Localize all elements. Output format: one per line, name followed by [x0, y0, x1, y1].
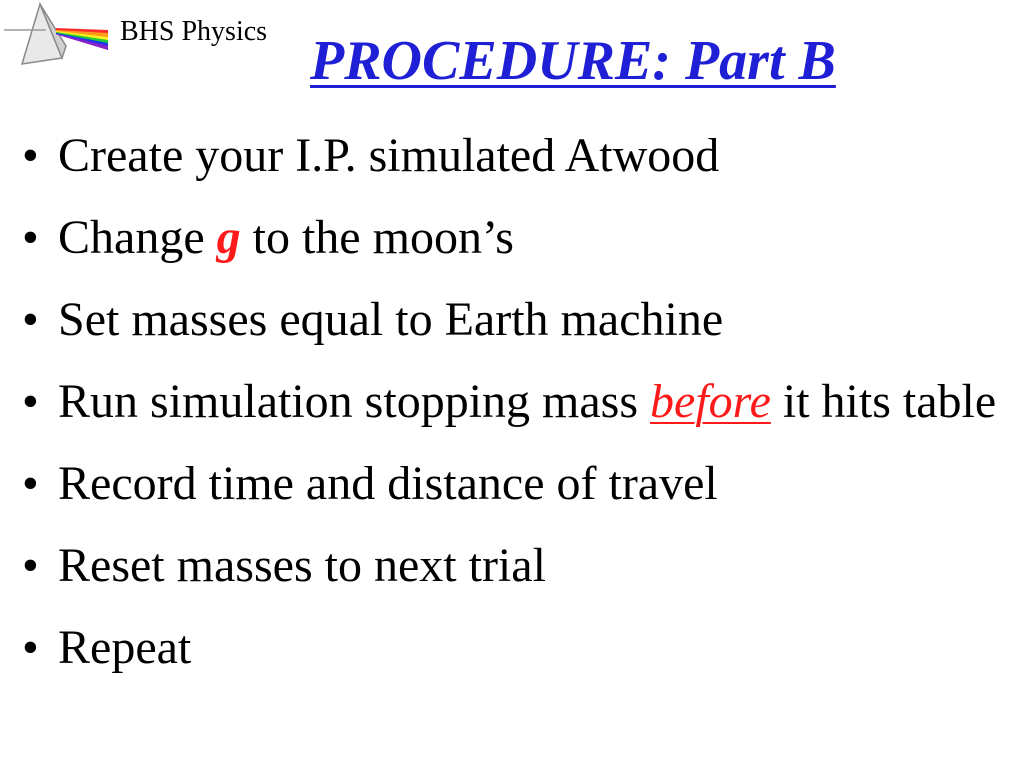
bullet-marker: •: [22, 457, 39, 510]
bullet-text: Repeat: [58, 621, 192, 674]
bullet-item: [0, 370, 1000, 434]
bullet-marker: •: [22, 621, 39, 674]
bullet-text: Reset masses to next trial: [58, 539, 546, 592]
logo-text: BHS Physics: [120, 16, 268, 47]
bullet-text: Change: [58, 211, 217, 264]
bullet-marker: •: [22, 375, 39, 428]
bullet-marker: •: [22, 539, 39, 592]
prism-rainbow-icon: [0, 0, 112, 74]
bullet-text: it hits table: [770, 375, 997, 428]
bullet-text: Create your I.P. simulated Atwood: [58, 129, 720, 182]
bullet-marker: •: [22, 129, 39, 182]
bullet-item: [0, 616, 1000, 680]
emphasis-word: before: [650, 375, 771, 428]
bullet-text: Set masses equal to Earth machine: [58, 293, 724, 346]
bullet-item: [0, 206, 1000, 270]
bullet-item: [0, 124, 1000, 188]
gravity-symbol: g: [216, 211, 241, 264]
bullet-list: [0, 124, 1000, 698]
bullet-marker: •: [22, 293, 39, 346]
bullet-item: [0, 288, 1000, 352]
bullet-text: Run simulation stopping mass: [58, 375, 651, 428]
bullet-item: [0, 452, 1000, 516]
bullet-text: Record time and distance of travel: [58, 457, 718, 510]
bullet-item: [0, 534, 1000, 598]
bullet-text: to the moon’s: [240, 211, 514, 264]
bullet-marker: •: [22, 211, 39, 264]
page-title: PROCEDURE: Part B: [310, 30, 836, 92]
